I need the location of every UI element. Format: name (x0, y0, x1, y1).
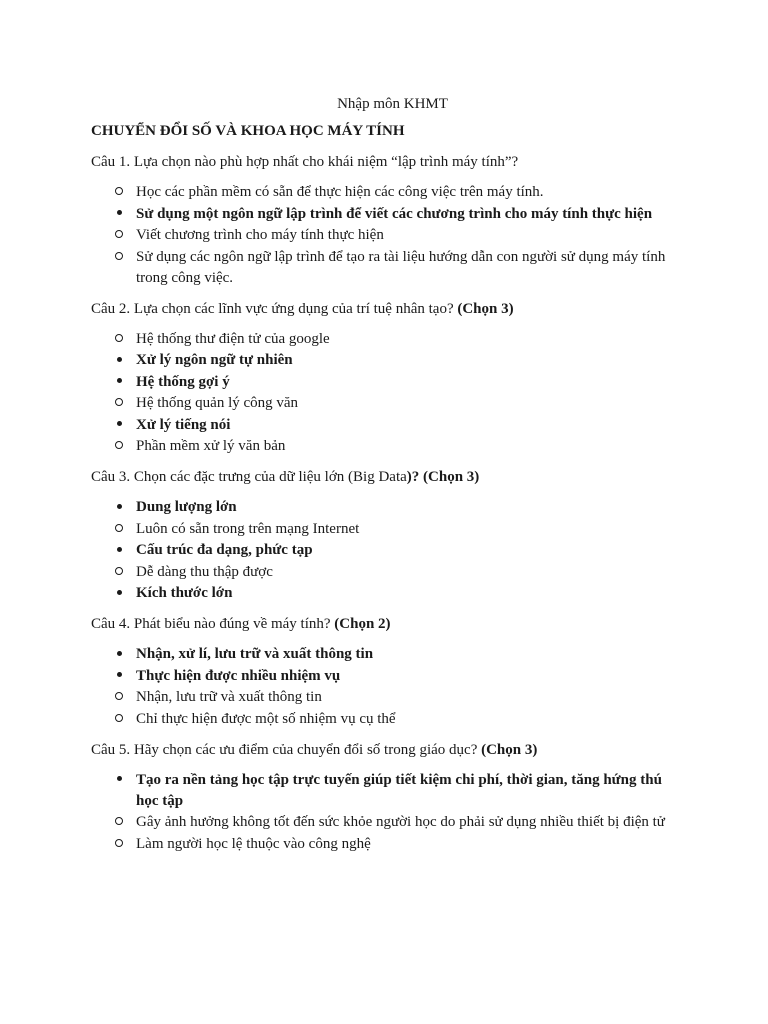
option-item-correct (91, 350, 688, 371)
option-text: Viết chương trình cho máy tính thực hiện (136, 227, 384, 243)
hollow-circle-bullet-icon (113, 247, 125, 268)
option-list (91, 182, 688, 289)
option-item (91, 709, 688, 730)
document-heading: CHUYỂN ĐỔI SỐ VÀ KHOA HỌC MÁY TÍNH (91, 123, 405, 139)
option-text: Sử dụng các ngôn ngữ lập trình để tạo ra tài liệu hướng dẫn con người sử dụng máy tính trong công việc. (136, 248, 666, 286)
filled-bullet-icon (113, 644, 125, 665)
hollow-circle-bullet-icon (113, 329, 125, 350)
option-item (91, 247, 688, 289)
question-prompt: Câu 4. Phát biểu nào đúng về máy tính? (91, 616, 335, 632)
question-4 (91, 614, 688, 730)
question-text (91, 740, 688, 761)
question-3 (91, 467, 688, 604)
option-item-correct (91, 666, 688, 687)
filled-bullet-icon (113, 372, 125, 393)
filled-bullet-icon (113, 540, 125, 561)
question-list (91, 152, 688, 855)
hollow-circle-bullet-icon (113, 519, 125, 540)
option-item (91, 812, 688, 833)
question-prompt: Câu 3. Chọn các đặc trưng của dữ liệu lớn (Big Data (91, 469, 407, 485)
option-text: Chỉ thực hiện được một số nhiệm vụ cụ thể (136, 710, 396, 727)
filled-bullet-icon (113, 770, 125, 791)
option-text: Kích thước lớn (136, 585, 233, 601)
option-text: Dung lượng lớn (136, 499, 237, 515)
option-text: Học các phần mềm có sẵn để thực hiện các công việc trên máy tính. (136, 184, 544, 200)
hollow-circle-bullet-icon (113, 436, 125, 457)
option-item (91, 182, 688, 203)
option-item (91, 393, 688, 414)
filled-bullet-icon (113, 583, 125, 604)
option-item-correct (91, 540, 688, 561)
filled-bullet-icon (113, 666, 125, 687)
option-item (91, 329, 688, 350)
option-item-correct (91, 497, 688, 518)
question-prompt: Câu 1. Lựa chọn nào phù hợp nhất cho khái niệm “lập trình máy tính”? (91, 154, 519, 170)
option-item-correct (91, 770, 688, 812)
question-choice-note: )? (Chọn 3) (406, 469, 480, 485)
question-text (91, 614, 688, 635)
option-item-correct (91, 415, 688, 436)
option-list (91, 644, 688, 730)
option-list (91, 770, 688, 855)
filled-bullet-icon (113, 350, 125, 371)
hollow-circle-bullet-icon (113, 687, 125, 708)
option-item (91, 834, 688, 855)
option-text: Tạo ra nền tảng học tập trực tuyến giúp tiết kiệm chi phí, thời gian, tăng hứng thú học tập (136, 771, 662, 809)
option-text: Dễ dàng thu thập được (136, 563, 273, 580)
filled-bullet-icon (113, 204, 125, 225)
option-text: Hệ thống gợi ý (136, 373, 230, 390)
option-text: Nhận, xử lí, lưu trữ và xuất thông tin (136, 646, 374, 662)
question-5 (91, 740, 688, 855)
document-title: Nhập môn KHMT (337, 96, 448, 112)
option-item (91, 519, 688, 540)
hollow-circle-bullet-icon (113, 225, 125, 246)
hollow-circle-bullet-icon (113, 562, 125, 583)
option-item-correct (91, 372, 688, 393)
question-text (91, 152, 688, 173)
question-2 (91, 299, 688, 458)
option-text: Làm người học lệ thuộc vào công nghệ (136, 835, 371, 852)
question-prompt: Câu 2. Lựa chọn các lĩnh vực ứng dụng của trí tuệ nhân tạo? (91, 300, 458, 317)
option-item-correct (91, 204, 688, 225)
option-item (91, 562, 688, 583)
option-text: Xử lý tiếng nói (136, 416, 231, 433)
hollow-circle-bullet-icon (113, 709, 125, 730)
option-item (91, 225, 688, 246)
hollow-circle-bullet-icon (113, 834, 125, 855)
option-list (91, 329, 688, 458)
hollow-circle-bullet-icon (113, 393, 125, 414)
option-text: Thực hiện được nhiều nhiệm vụ (136, 667, 341, 684)
option-list (91, 497, 688, 604)
option-text: Hệ thống quản lý công văn (136, 395, 299, 411)
question-choice-note: (Chọn 3) (457, 300, 514, 317)
option-text: Xử lý ngôn ngữ tự nhiên (136, 352, 293, 368)
option-text: Nhận, lưu trữ và xuất thông tin (136, 689, 322, 705)
filled-bullet-icon (113, 415, 125, 436)
question-choice-note: (Chọn 2) (334, 616, 391, 632)
option-item-correct (91, 583, 688, 604)
hollow-circle-bullet-icon (113, 182, 125, 203)
hollow-circle-bullet-icon (113, 812, 125, 833)
option-text: Gây ảnh hưởng không tốt đến sức khỏe người học do phải sử dụng nhiều thiết bị điện tử (136, 814, 665, 830)
option-text: Luôn có sẵn trong trên mạng Internet (136, 520, 360, 537)
option-item-correct (91, 644, 688, 665)
filled-bullet-icon (113, 497, 125, 518)
question-prompt: Câu 5. Hãy chọn các ưu điểm của chuyển đổi số trong giáo dục? (91, 741, 482, 758)
option-text: Phần mềm xử lý văn bản (136, 438, 286, 454)
question-text (91, 299, 688, 320)
question-choice-note: (Chọn 3) (481, 741, 538, 758)
option-item (91, 687, 688, 708)
option-text: Sử dụng một ngôn ngữ lập trình để viết các chương trình cho máy tính thực hiện (136, 205, 653, 222)
option-text: Cấu trúc đa dạng, phức tạp (136, 542, 313, 558)
option-item (91, 436, 688, 457)
option-text: Hệ thống thư điện tử của google (136, 330, 330, 347)
question-1 (91, 152, 688, 289)
question-text (91, 467, 688, 488)
